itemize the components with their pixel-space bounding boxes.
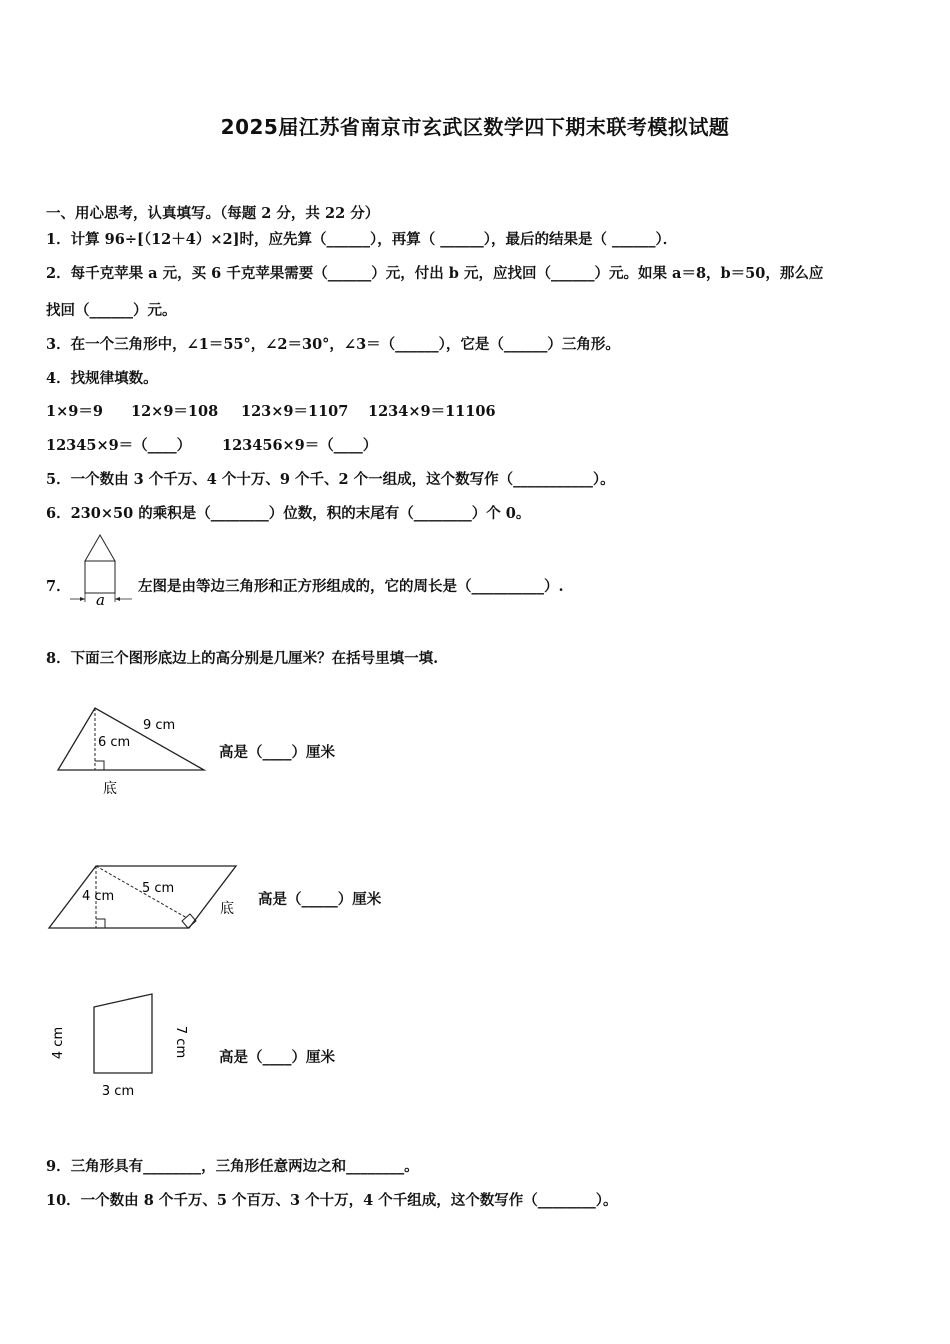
pattern-blank: 12345×9＝（____） xyxy=(46,437,192,454)
height-label: 4 cm xyxy=(82,889,115,904)
question-10: 10．一个数由 8 个千万、5 个百万、3 个十万，4 个千组成，这个数写作（________）。 xyxy=(46,1192,618,1209)
right-side-label: 7 cm xyxy=(173,1025,188,1059)
left-side-label: 4 cm xyxy=(51,1026,66,1060)
triangle-figure xyxy=(50,700,210,800)
question-5: 5．一个数由 3 个千万、4 个十万、9 个千、2 个一组成，这个数写作（___________）。 xyxy=(46,471,615,488)
triangle-answer: 高是（____）厘米 xyxy=(219,744,335,761)
question-8: 8．下面三个图形底边上的高分别是几厘米？在括号里填一填. xyxy=(46,650,439,667)
pattern-blank: 123456×9＝（____） xyxy=(222,437,378,454)
height-label: 6 cm xyxy=(98,735,131,750)
pattern-item: 1234×9＝11106 xyxy=(368,403,496,420)
house-figure xyxy=(66,530,138,610)
base-label: 底 xyxy=(220,901,234,917)
question-2-line2: 找回（______）元。 xyxy=(46,302,177,319)
question-7: 左图是由等边三角形和正方形组成的，它的周长是（__________）. xyxy=(138,578,564,595)
parallelogram-answer: 高是（_____）厘米 xyxy=(258,891,382,908)
pattern-item: 12×9＝108 xyxy=(131,403,219,420)
parallelogram-figure xyxy=(44,858,249,938)
trapezoid-answer: 高是（____）厘米 xyxy=(219,1049,335,1066)
pattern-item: 123×9＝1107 xyxy=(241,403,349,420)
pattern-item: 1×9＝9 xyxy=(46,403,103,420)
base-label: 底 xyxy=(103,781,117,797)
question-6: 6．230×50 的乘积是（________）位数，积的末尾有（________）个 0。 xyxy=(46,505,531,522)
question-1: 1．计算 96÷[（12＋4）×2]时，应先算（______），再算（ ______），最后的结果是（ ______）． xyxy=(46,231,678,248)
question-2-line1: 2．每千克苹果 a 元，买 6 千克苹果需要（______）元，付出 b 元，应找回（______）元。如果 a＝8，b＝50，那么应 xyxy=(46,265,824,282)
diagonal-height-label: 5 cm xyxy=(142,881,175,896)
section-header: 一、用心思考，认真填写。（每题 2 分，共 22 分） xyxy=(46,205,380,222)
question-3: 3．在一个三角形中，∠1＝55°，∠2＝30°，∠3＝（______），它是（______）三角形。 xyxy=(46,336,620,353)
trapezoid-figure xyxy=(46,985,196,1100)
question-4: 4．找规律填数。 xyxy=(46,370,158,387)
question-9: 9．三角形具有________，三角形任意两边之和________。 xyxy=(46,1158,419,1175)
question-7-number: 7． xyxy=(46,578,71,595)
page-title: 2025届江苏省南京市玄武区数学四下期末联考模拟试题 xyxy=(220,115,730,139)
slant-side-label: 9 cm xyxy=(143,718,176,733)
side-length-label: a xyxy=(96,591,105,609)
bottom-side-label: 3 cm xyxy=(101,1084,135,1099)
